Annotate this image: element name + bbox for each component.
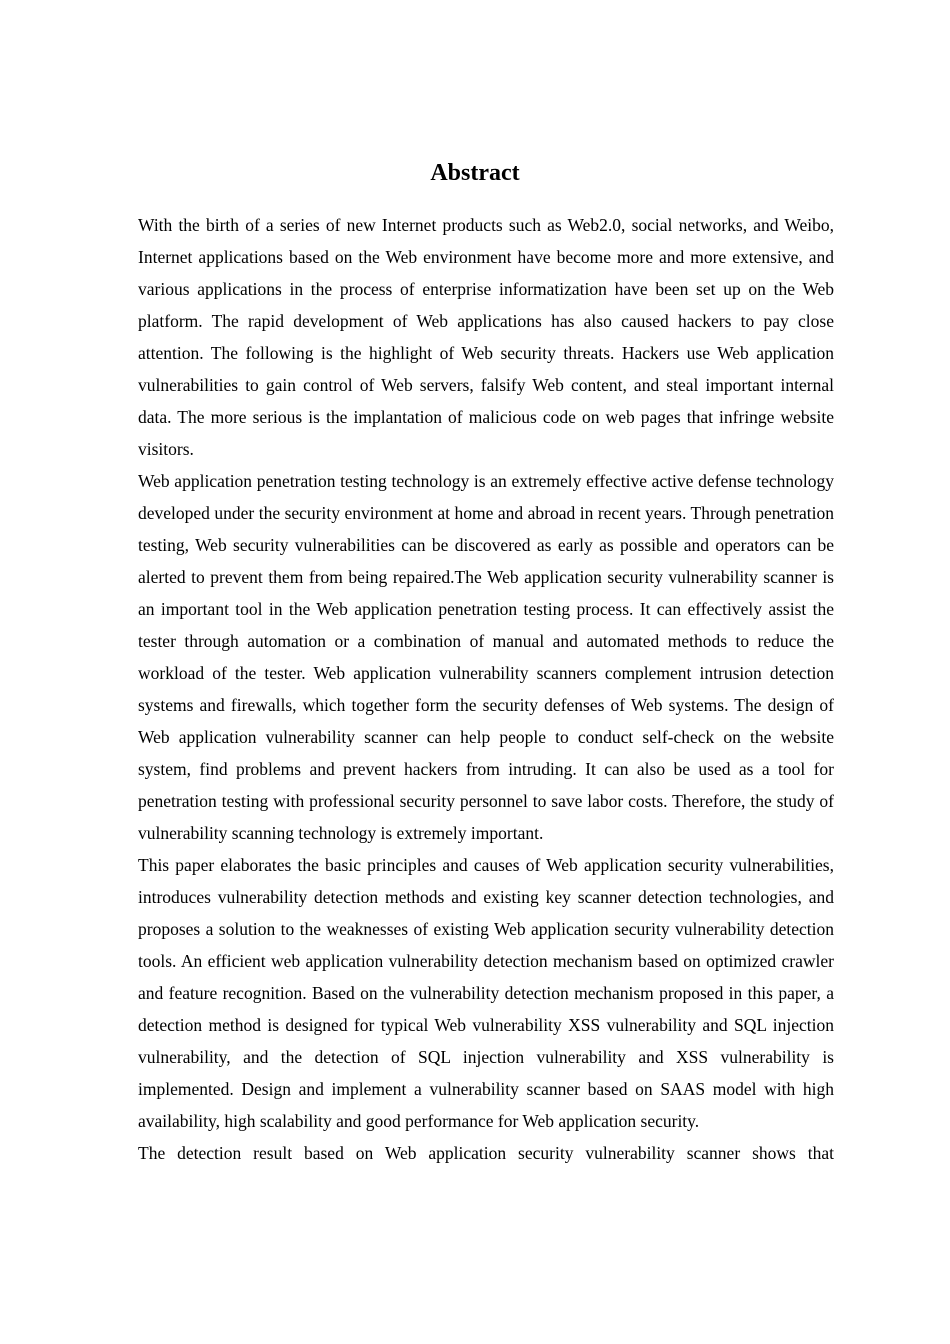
abstract-heading: Abstract	[430, 160, 520, 186]
paragraph-3: This paper elaborates the basic principles and causes of Web application security vulnerabilities, introduces vulnerability detection methods and existing key scanner detection technologies, and proposes a solution to the weaknesses of existing Web application security vulnerability detection tools. An efficient web application vulnerability detection mechanism based on optimized crawler and feature recognition. Based on the vulnerability detection mechanism proposed in this paper, a detection method is designed for typical Web vulnerability XSS vulnerability and SQL injection vulnerability, and the detection of SQL injection vulnerability and XSS vulnerability is implemented. Design and implement a vulnerability scanner based on SAAS model with high availability, high scalability and good performance for Web application security.	[138, 855, 834, 1131]
abstract-body	[138, 209, 834, 1169]
paragraph-2: Web application penetration testing technology is an extremely effective active defense technology developed under the security environment at home and abroad in recent years. Through penetration testing, Web security vulnerabilities can be discovered as early as possible and operators can be alerted to prevent them from being repaired.The Web application security vulnerability scanner is an important tool in the Web application penetration testing process. It can effectively assist the tester through automation or a combination of manual and automated methods to reduce the workload of the tester. Web application vulnerability scanners complement intrusion detection systems and firewalls, which together form the security defenses of Web systems. The design of Web application vulnerability scanner can help people to conduct self-check on the website system, find problems and prevent hackers from intruding. It can also be used as a tool for penetration testing with professional security personnel to save labor costs. Therefore, the study of vulnerability scanning technology is extremely important.	[138, 471, 834, 843]
paragraph-4: The detection result based on Web application security vulnerability scanner shows that	[138, 1143, 834, 1163]
paragraph-1: With the birth of a series of new Internet products such as Web2.0, social networks, and Weibo, Internet applications based on the Web environment have become more and more extensive, and various applications in the process of enterprise informatization have been set up on the Web platform. The rapid development of Web applications has also caused hackers to pay close attention. The following is the highlight of Web security threats. Hackers use Web application vulnerabilities to gain control of Web servers, falsify Web content, and steal important internal data. The more serious is the implantation of malicious code on web pages that infringe website visitors.	[138, 215, 834, 459]
